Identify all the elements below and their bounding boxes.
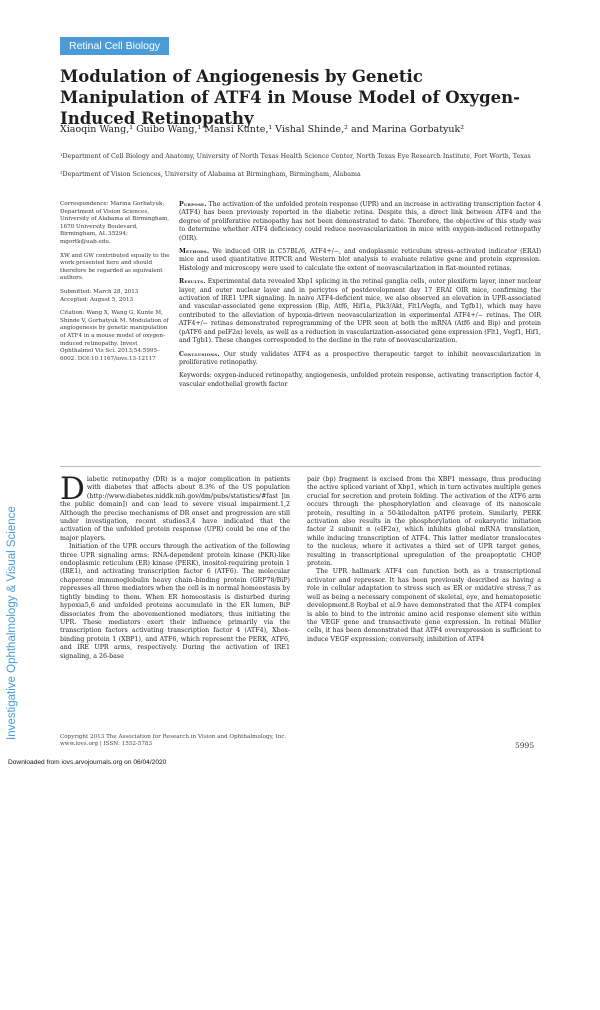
- abstract: [179, 201, 541, 394]
- sidebar-info: [60, 201, 170, 369]
- keywords: Keywords: oxygen-induced retinopathy, angiogenesis, unfolded protein response, activating transcription factor 4, vascular endothelial growth factor: [179, 372, 541, 388]
- results-text: Experimental data revealed Xbp1 splicing in the retinal ganglia cells, outer plexiform layer, inner nuclear layer, and outer nuclear layer and in pericytes of postdevelopment day 17 ERAI OIR mice, confirming the activation of IRE1 UPR signaling. In naive ATF4-deficient mice, we also observed an elevation in UPR-associated and vascular-associated gene expression (Bip, Atf6, Hif1a, Pik3/Akt, Flt1/Vegfa, and Tgfb1), which may have contributed to the alleviation of hypoxia-driven neovascularization in experimental ATF4+/− retinas. The OIR ATF4+/− retinas demonstrated reprogramming of the UPR seen at both the mRNA (Atf6 and Bip) and protein (pATF6 and peIF2α) levels, as well as a reduction in vascularization-associated gene expression (Flt1, Vegf1, Hif1, and Tgb1). These changes corresponded to the decline in the rate of neovascularization.: [179, 278, 541, 345]
- body-paragraph: [60, 471, 290, 543]
- conclusions-text: Our study validates ATF4 as a prospective therapeutic target to inhibit neovascularization in proliferative retinopathy.: [179, 350, 541, 366]
- page-number: 5995: [515, 741, 535, 750]
- affiliation-1: ¹Department of Cell Biology and Anatomy, University of North Texas Health Science Center, North Texas Eye Research Institute, Fort Worth, Texas: [60, 153, 531, 160]
- abstract-purpose: [179, 201, 541, 243]
- section-label: Retinal Cell Biology: [60, 37, 169, 55]
- results-heading: Results.: [179, 278, 206, 286]
- body-column-left: [60, 471, 290, 661]
- body-paragraph: pair (bp) fragment is excised from the XBP1 message, thus producing the active spliced variant of Xbp1, which in turn activates multiple genes crucial for secretion and protein folding. The activation of the ATF6 arm occurs through the phosphorylation and cleavage of its nanoscale protein, resulting in a 50-kilodalton pATF6 protein. Similarly, PERK activation also results in the phosphorylation of eukaryotic initiation factor 2 subunit α (eIF2α), which inhibits global mRNA translation, while inducing transcription of ATF4. This latter mediator translocates to the nucleus, where it activates a third set of UPR target genes, resulting in transcriptional upregulation of the proapoptotic CHOP protein.: [307, 476, 541, 568]
- author-list: Xiaoqin Wang,¹ Guibo Wang,¹ Mansi Kunte,¹ Vishal Shinde,² and Marina Gorbatyuk²: [60, 124, 465, 135]
- affiliation-2: ²Department of Vision Sciences, University of Alabama at Birmingham, Birmingham, Alabama: [60, 171, 361, 178]
- journal-vertical-title: [6, 506, 20, 1010]
- journal-name: Investigative Ophthalmology & Visual Science: [6, 506, 18, 740]
- purpose-text: The activation of the unfolded protein response (UPR) and an increase in activating transcription factor 4 (ATF4) has been previously reported in the diabetic retina. Despite this, a direct link between ATF4 and the degree of proliferative retinopathy has not been demonstrated to date. Therefore, the objective of this study was to determine whether ATF4 deficiency could reduce neovascularization in mice with oxygen-induced retinopathy (OIR).: [179, 201, 542, 242]
- body-paragraph: Initiation of the UPR occurs through the activation of the following three UPR signaling arms: RNA-dependent protein kinase (PKR)-like endoplasmic reticulum (ER) kinase (PERK), inositol-requiring protein 1 (IRE1), and activating transcription factor 6 (ATF6). The molecular chaperone immunoglobulin heavy chain–binding protein (GRP78/BiP) represses all three mediators when the cell is in normal homeostasis by tightly binding to them. When ER homeostasis is disturbed during hypoxia5,6 and unfolded proteins accumulate in the ER lumen, BiP dissociates from the abovementioned mediators, thus initiating the UPR. These mediators exert their influence primarily via the transcription factors activating transcription factor 4 (ATF4), Xbox-binding protein 1 (XBP1), and ATF6, which represent the PERK, ATF6, and IRE UPR arms, respectively. During the activation of IRE1 signaling, a 26-base: [60, 543, 290, 660]
- contribution-note: XW and GW contributed equally to the work presented here and should therefore be regarded as equivalent authors.: [60, 252, 170, 282]
- correspondence: Correspondence: Marina Gorbatyuk, Department of Vision Sciences, University of Alabama at Birmingham, 1670 University Boulevard, Birmingham, AL 35294; mgortk@uab.edu.: [60, 201, 170, 245]
- issn: www.iovs.org | ISSN: 1552-5783: [60, 741, 153, 748]
- download-stamp: Downloaded from iovs.arvojournals.org on 06/04/2020: [8, 759, 167, 766]
- accepted-date: Accepted: August 5, 2013: [60, 296, 134, 303]
- body-paragraph: The UPR hallmark ATF4 can function both as a transcriptional activator and repressor. It has been previously described as having a role in cellular adaptation to stress such as ER or oxidative stress,7 as well as being a necessary component of skeletal, eye, and hematopoietic development.8 Roybal et al.9 have demonstrated that the ATF4 complex is able to bind to the intronic amino acid response element site within the VEGF gene and transactivate gene expression. In retinal Müller cells, it has been demonstrated that ATF4 overexpression is sufficient to induce VEGF expression; conversely, inhibition of ATF4: [307, 568, 541, 643]
- conclusions-heading: Conclusions.: [179, 350, 220, 358]
- methods-heading: Methods.: [179, 248, 210, 256]
- submitted-date: Submitted: March 28, 2013: [60, 288, 139, 295]
- abstract-methods: [179, 248, 541, 273]
- body-text: iabetic retinopathy (DR) is a major complication in patients with diabetes that affects about 8.3% of the US population (http://www.diabetes.niddk.nih.gov/dm/pubs/statistics/#fast [in the public domain]) and can lead to severe visual impairment.1,2 Although the precise mechanisms of DR onset and progression are still under investigation, recent studies3,4 have indicated that the activation of the unfolded protein response (UPR) could be one of the major players.: [60, 476, 290, 542]
- abstract-results: [179, 278, 541, 345]
- section-divider: [60, 466, 541, 467]
- citation: Citation: Wang X, Wang G, Kunte M, Shinde V, Gorbatyuk M. Modulation of angiogenesis by genetic manipulation of ATF4 in a mouse model of oxygen-induced retinopathy. Invest Ophthalmol Vis Sci. 2013;54:5995–6002. DOI:10.1167/iovs.13-12117: [60, 310, 169, 362]
- methods-text: We induced OIR in C57BL/6, ATF4+/−, and endoplasmic reticulum stress–activated indicator (ERAI) mice and used quantitative RTPCR and Western blot analysis to evaluate relative gene and protein expression. Histology and microscopy were used to calculate the extent of neovascularization in flat-mounted retinas.: [179, 248, 542, 272]
- body-column-right: [307, 476, 541, 644]
- article-title: Modulation of Angiogenesis by Genetic Manipulation of ATF4 in Mouse Model of Oxygen-Induced Retinopathy: [60, 67, 520, 128]
- drop-cap: D: [60, 471, 85, 507]
- abstract-conclusions: [179, 351, 541, 368]
- purpose-heading: Purpose.: [179, 201, 207, 208]
- footer: [60, 734, 286, 749]
- copyright: Copyright 2013 The Association for Research in Vision and Ophthalmology, Inc.: [60, 734, 287, 740]
